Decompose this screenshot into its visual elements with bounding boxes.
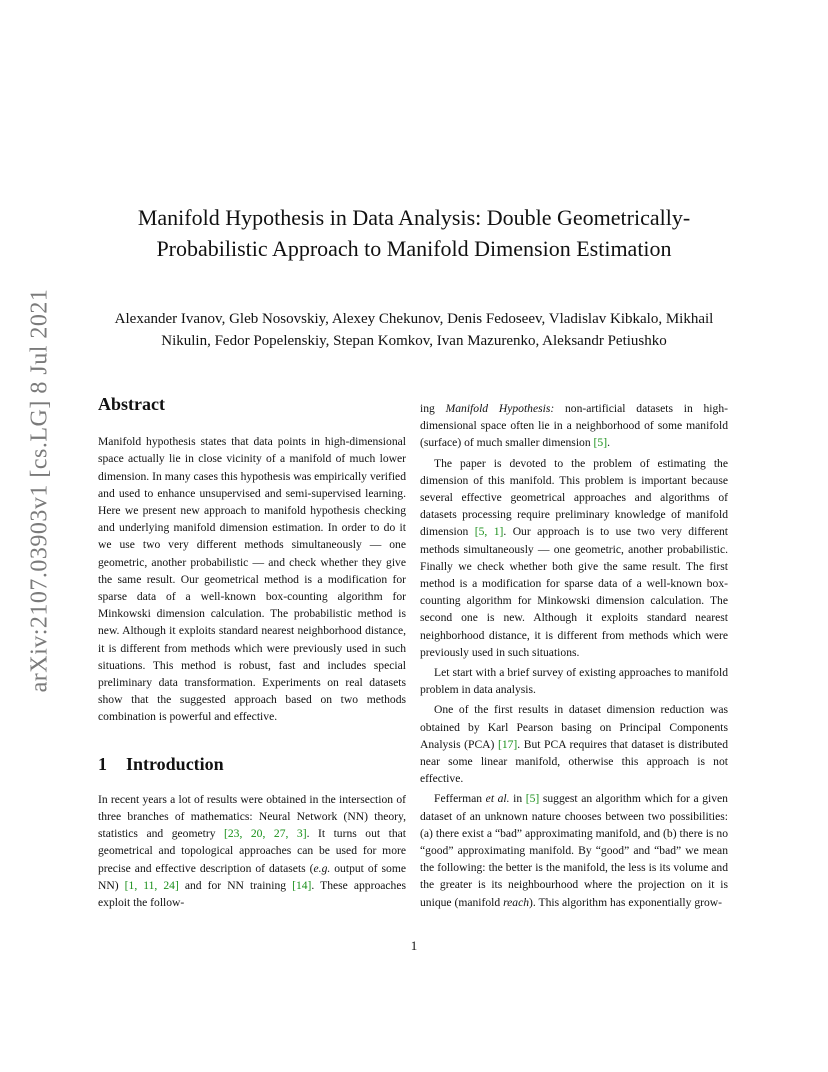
text-run: . — [607, 436, 610, 450]
text-run: non-artificial datasets in high-dimensional space often lie in a neighborhood of some manifold (surface) of much smaller dimension — [420, 402, 728, 450]
left-column — [98, 396, 406, 911]
right-column — [420, 400, 728, 914]
paragraph-problem — [420, 455, 728, 661]
text-run: One of the first results in dataset dimension reduction was obtained by Karl Pearson basing on Principal Components Analysis (PCA) — [420, 703, 728, 751]
text-run: and for NN training — [178, 878, 293, 892]
paragraph-fefferman — [420, 790, 728, 910]
citation-link[interactable]: [5] — [593, 436, 608, 450]
citation-link[interactable]: [14] — [292, 878, 312, 892]
text-run: ing — [420, 402, 446, 415]
paragraph-survey: Let start with a brief survey of existing approaches to manifold problem in data analysis. — [420, 666, 728, 697]
text-run: ). This algorithm has exponentially grow- — [529, 895, 723, 909]
text-run: Fefferman — [434, 792, 486, 806]
arxiv-sidebar — [12, 290, 68, 690]
abstract-heading: Abstract — [98, 394, 165, 414]
text-italic: et al. — [485, 792, 510, 806]
text-run: In recent years a lot of results were obtained in the intersection of three branches of mathematics: Neural Network (NN) theory, statistics and geometry — [98, 792, 406, 841]
section-heading-introduction — [98, 753, 406, 774]
citation-link[interactable]: [1, 11, 24] — [124, 878, 179, 892]
intro-paragraph — [98, 791, 406, 911]
text-run: output of some NN) — [98, 861, 406, 892]
arxiv-identifier: arXiv:2107.03903v1 [cs.LG] 8 Jul 2021 — [26, 288, 53, 692]
text-italic: Manifold Hypothesis: — [445, 402, 555, 415]
section-title: Introduction — [126, 753, 224, 774]
text-run: . These approaches exploit the follow- — [98, 878, 406, 910]
text-run: . But PCA requires that dataset is distributed near some linear manifold, otherwise this approach is not effective. — [420, 737, 728, 786]
citation-link[interactable]: [23, 20, 27, 3] — [224, 827, 307, 841]
paragraph-manifold-hypothesis — [420, 400, 728, 452]
text-run: . It turns out that geometrical and topological approaches can be used for more precise and effective description of datasets ( — [98, 827, 406, 875]
page-number: 1 — [410, 938, 418, 953]
text-run: The paper is devoted to the problem of estimating the dimension of this manifold. This problem is important because several effective geometrical approaches and algorithms of datasets processing require preliminary knowledge of manifold dimension — [420, 456, 728, 539]
abstract-text: Manifold hypothesis states that data points in high-dimensional space actually lie in close vicinity of a manifold of much lower dimension. In many cases this hypothesis was empirically verified and used to enhance unsupervised and semi-supervised learning. Here we present new approach to manifold hypothesis checking and underlying manifold dimension estimation. In order to do it we use two very different methods simultaneously — one geometric, another probabilistic — and check whether they give the same result. Our geometrical method is a modification for sparse data of a well-known box-counting algorithm for Minkowski dimension calculation. The probabilistic method is new. Although it exploits standard nearest neighborhood distance, it is different from methods which were previously used in such situations. This method is robust, fast and includes special preliminary data transformation. Experiments on real datasets show that the suggested approach based on two methods combination is powerful and effective. — [98, 435, 406, 724]
paper-title: Manifold Hypothesis in Data Analysis: Double Geometrically-Probabilistic Approach to Manifold Dimension Estimation — [137, 205, 691, 261]
paragraph-pca — [420, 701, 728, 787]
text-italic: e.g. — [313, 861, 331, 875]
citation-link[interactable]: [5] — [525, 792, 540, 806]
text-run: . Our approach is to use two very different methods simultaneously — one geometric, another probabilistic. Finally we check whether both give the same result. The first method is a modification for sparse data of a well-known box-counting algorithm for Minkowski dimension calculation. The second one is new. Although it exploits standard nearest neighborhood distance, it is different from methods which were previously used in such situations. — [420, 525, 728, 659]
citation-link[interactable]: [5, 1] — [474, 525, 504, 539]
author-list: Alexander Ivanov, Gleb Nosovskiy, Alexey Chekunov, Denis Fedoseev, Vladislav Kibkalo, Mikhail Nikulin, Fedor Popelenskiy, Stepan Komkov, Ivan Mazurenko, Aleksandr Petiushko — [114, 311, 714, 349]
text-run: suggest an algorithm which for a given dataset of an unknown nature chooses between two possibilities: (a) there exist a “bad” approximating manifold, and (b) there is no “good” approximating manifold. By “good” and “bad” we mean the following: the better is the manifold, the less is its volume and the greater is its neighbourhood where the projection on it is unique (manifold — [420, 792, 728, 909]
section-number: 1 — [98, 753, 107, 774]
text-run: in — [509, 792, 526, 806]
text-italic: reach — [503, 895, 530, 909]
citation-link[interactable]: [17] — [497, 737, 518, 751]
